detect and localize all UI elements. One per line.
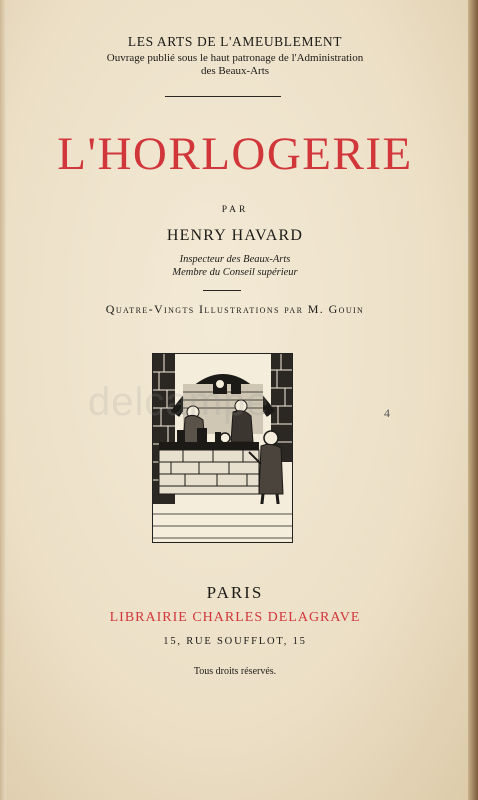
book-title: L'HORLOGERIE xyxy=(57,128,413,180)
patronage-line-2: des Beaux-Arts xyxy=(200,65,270,77)
rights-notice: Tous droits réservés. xyxy=(193,666,277,677)
publisher-address: 15, RUE SOUFFLOT, 15 xyxy=(163,636,307,647)
divider-rule xyxy=(165,96,281,97)
author-name: HENRY HAVARD xyxy=(166,227,304,244)
by-label: PAR xyxy=(221,205,249,215)
margin-mark: 4 xyxy=(384,406,390,420)
page-edge xyxy=(468,0,478,800)
short-divider-rule xyxy=(203,290,241,291)
illustrations-credit: Quatre-Vingts Illustrations par M. Gouin xyxy=(105,302,365,316)
author-role-1: Inspecteur des Beaux-Arts xyxy=(179,254,291,265)
author-role-2: Membre du Conseil supérieur xyxy=(172,267,298,278)
series-title: LES ARTS DE L'AMEUBLEMENT xyxy=(127,34,343,49)
patronage-line-1: Ouvrage publié sous le haut patronage de l'Administration xyxy=(106,52,364,64)
publisher-name: LIBRAIRIE CHARLES DELAGRAVE xyxy=(109,610,361,625)
page-gutter xyxy=(0,0,6,800)
patronage-note xyxy=(0,52,470,78)
imprint-city: PARIS xyxy=(206,583,264,602)
watermark: delcampe xyxy=(88,380,270,424)
